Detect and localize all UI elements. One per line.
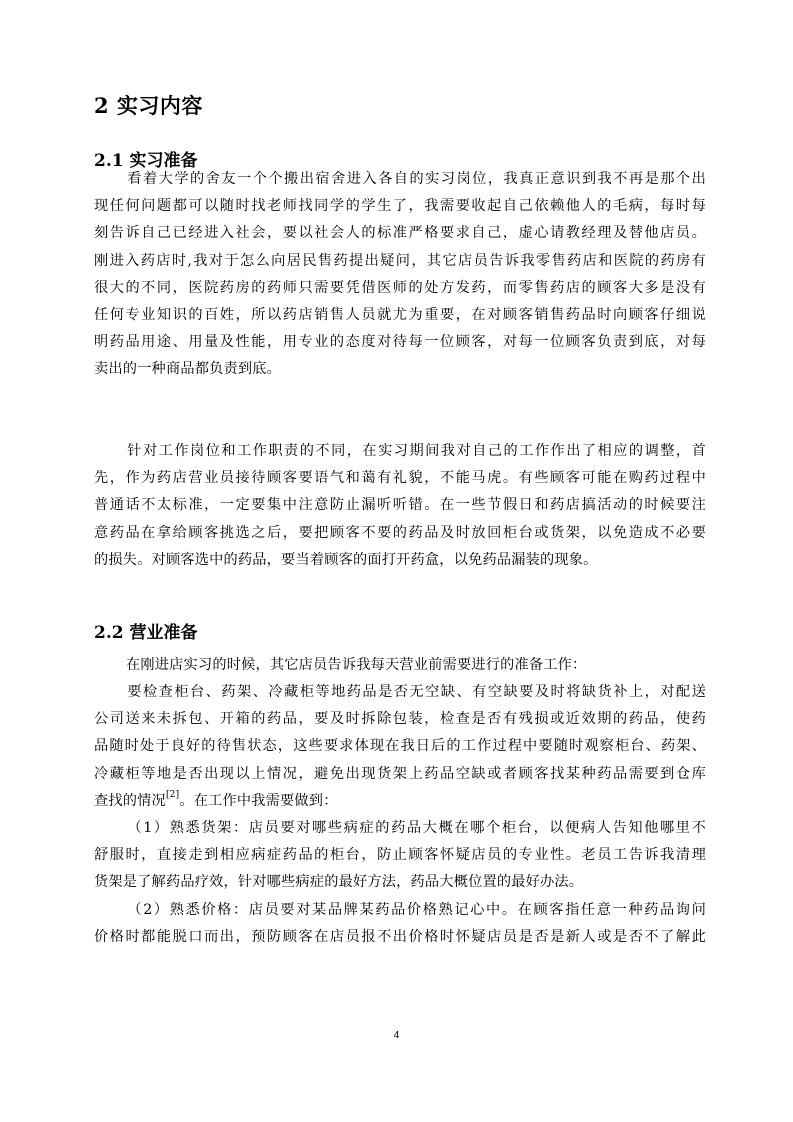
text-line: （2）熟悉价格：店员要对某品牌某药品价格熟记心中。在顾客指任意一种药品询问 — [126, 902, 706, 918]
text-line: 先，作为药店营业员接待顾客要语气和蔼有礼貌，不能马虎。有些顾客可能在购药过程中 — [94, 470, 706, 487]
text-line: 要检查柜台、药架、冷藏柜等地药品是否无空缺、有空缺要及时将缺货补上，对配送 — [126, 684, 706, 700]
text-line: 看着大学的舍友一个个搬出宿舍进入各自的实习岗位，我真正意识到我不再是那个出 — [126, 171, 706, 187]
section-heading: 2 实习内容 — [94, 93, 203, 118]
text-line: 卖出的一种商品都负责到底。 — [94, 361, 282, 378]
text-line: 刚进入药店时,我对于怎么向居民售药提出疑问，其它店员告诉我零售药店和医院的药房有 — [94, 252, 706, 269]
text-line: 明药品用途、用量及性能，用专业的态度对待每一位顾客，对每一位顾客负责到底，对每 — [94, 334, 706, 351]
paragraph-familiar-shelves — [94, 815, 706, 897]
paragraph-preparation-1 — [94, 166, 706, 384]
text-line: 在刚进店实习的时候，其它店员告诉我每天营业前需要进行的准备工作： — [126, 657, 587, 673]
paragraph-business-1 — [94, 652, 706, 679]
text-line: 刻告诉自己已经进入社会，要以社会人的标准严格要求自己，虚心请教经理及替他店员。 — [94, 225, 706, 242]
paragraph-business-2 — [94, 679, 706, 815]
text-line: （1）熟悉货架：店员要对哪些病症的药品大概在哪个柜台，以便病人告知他哪里不 — [126, 820, 706, 836]
paragraph-preparation-2 — [94, 438, 706, 574]
text-line: 价格时都能脱口而出，预防顾客在店员报不出价格时怀疑店员是否是新人或是否不了解此 — [94, 929, 706, 946]
text-line: 货架是了解药品疗效，针对哪些病症的最好方法，药品大概位置的最好办法。 — [94, 874, 584, 891]
page-number: 4 — [393, 1030, 400, 1041]
text-line: 舒服时，直接走到相应病症药品的柜台，防止顾客怀疑店员的专业性。老员工告诉我清理 — [94, 847, 706, 864]
subsection-heading-2-1: 2.1 实习准备 — [94, 151, 198, 171]
text-line: 的损失。对顾客选中的药品，要当着顾客的面打开药盒，以免药品漏装的现象。 — [94, 551, 598, 568]
text-line: 很大的不同，医院药房的药师只需要凭借医师的处方发药，而零售药店的顾客大多是没有 — [94, 279, 706, 296]
text-line: 意药品在拿给顾客挑选之后，要把顾客不要的药品及时放回柜台或货架，以免造成不必要 — [94, 524, 706, 541]
text-line: 公司送来未拆包、开箱的药品，要及时拆除包装，检查是否有残损或近效期的药品，使药 — [94, 711, 706, 728]
text-line: 查找的情况[2]。在工作中我需要做到： — [94, 789, 338, 809]
text-line: 针对工作岗位和工作职责的不同，在实习期间我对自己的工作作出了相应的调整，首 — [126, 443, 706, 459]
text-line: 现任何问题都可以随时找老师找同学的学生了，我需要收起自己依赖他人的毛病，每时每 — [94, 198, 706, 215]
citation-ref: [2] — [165, 789, 180, 800]
subsection-heading-2-2: 2.2 营业准备 — [94, 623, 198, 643]
text-line: 普通话不太标准，一定要集中注意防止漏听听错。在一些节假日和药店搞活动的时候要注 — [94, 497, 706, 514]
text-line: 冷藏柜等地是否出现以上情况，避免出现货架上药品空缺或者顾客找某种药品需要到仓库 — [94, 765, 706, 782]
text-line: 品随时处于良好的待售状态，这些要求体现在我日后的工作过程中要随时观察柜台、药架、 — [94, 738, 706, 755]
paragraph-familiar-prices — [94, 897, 706, 951]
text-line: 任何专业知识的百姓，所以药店销售人员就尤为重要，在对顾客销售药品时向顾客仔细说 — [94, 307, 706, 324]
